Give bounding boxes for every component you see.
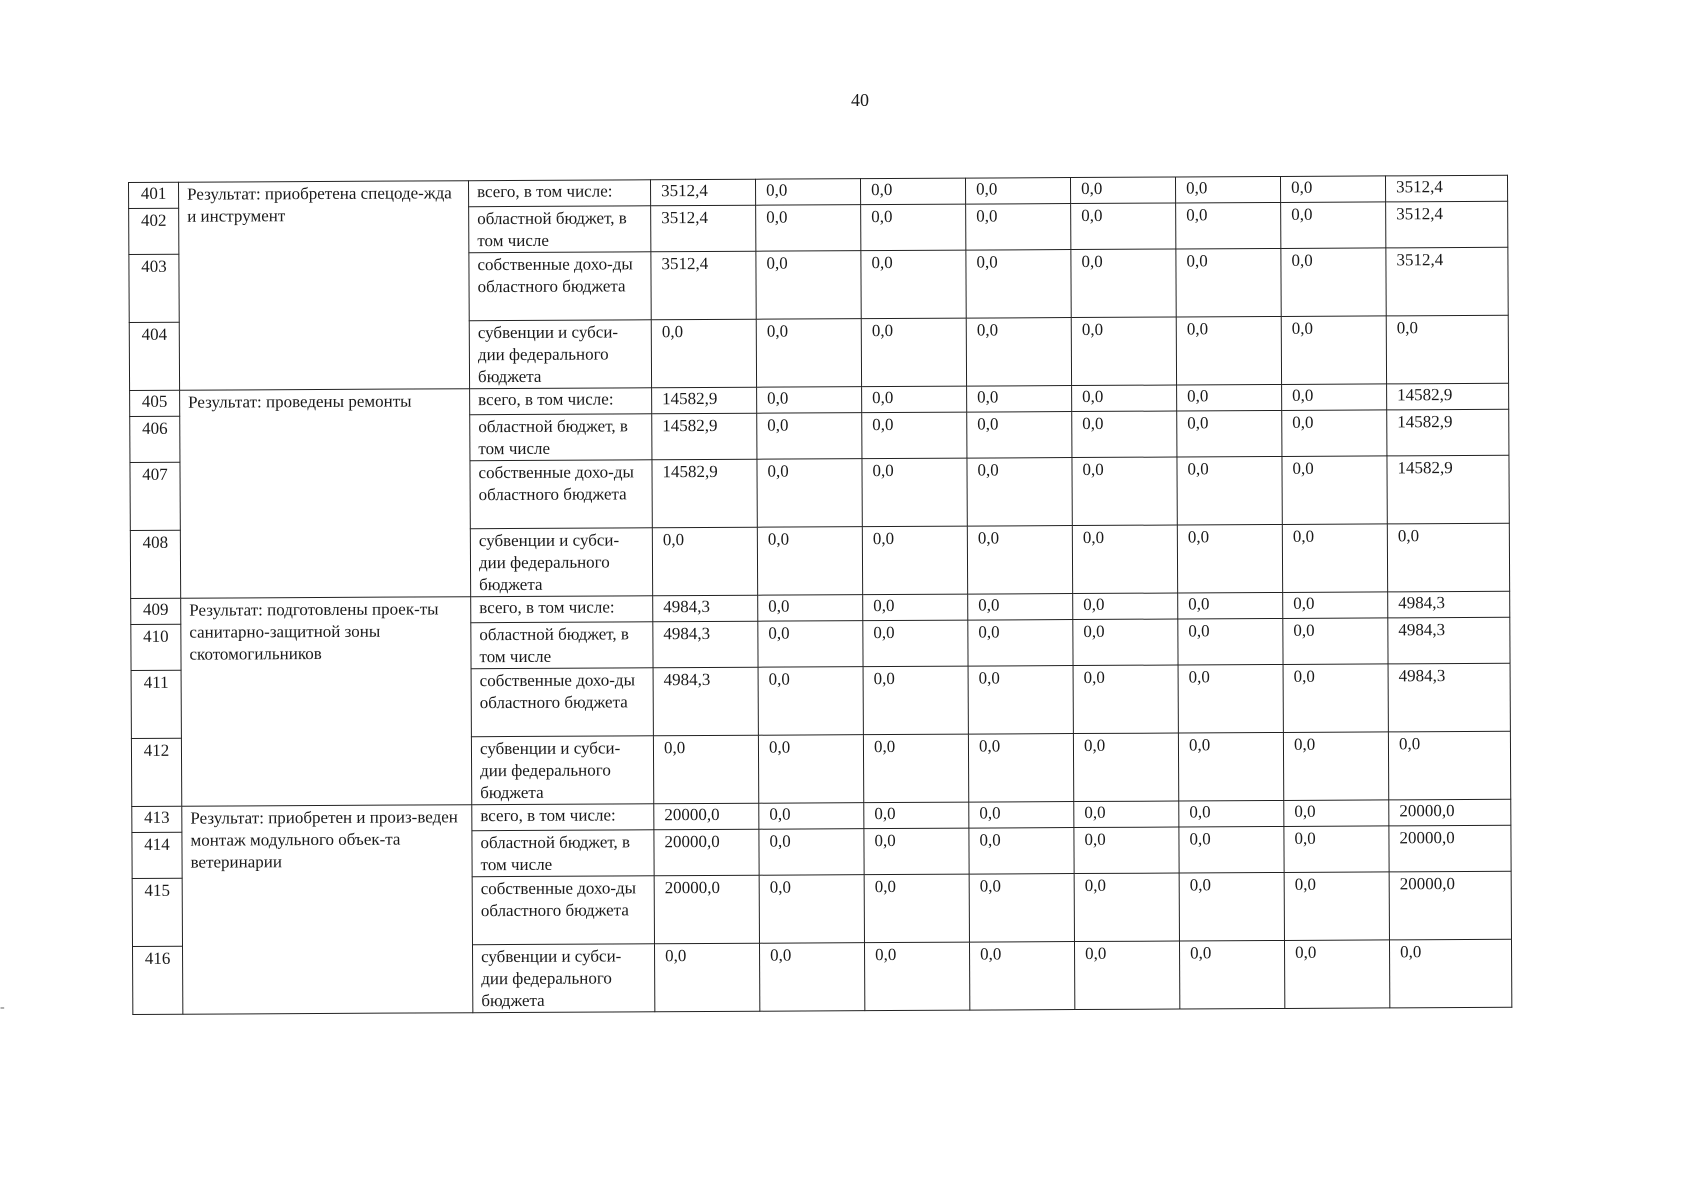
amount-cell: 0,0	[968, 620, 1073, 667]
funding-source: субвенции и субси-дии федерального бюджета	[470, 528, 652, 597]
amount-cell: 0,0	[1283, 664, 1388, 733]
amount-cell: 4984,3	[1388, 617, 1510, 664]
amount-cell: 0,0	[651, 319, 756, 388]
amount-cell: 0,0	[1176, 248, 1281, 317]
funding-source: областной бюджет, в том числе	[470, 414, 652, 461]
amount-cell: 0,0	[1284, 940, 1389, 1009]
amount-cell: 0,0	[1176, 316, 1281, 385]
amount-cell: 0,0	[969, 802, 1074, 829]
row-number: 409	[131, 598, 181, 624]
budget-table	[128, 175, 1512, 1015]
result-description: Результат: приобретена спецоде-жда и инструмент	[179, 181, 470, 391]
amount-cell: 14582,9	[1387, 409, 1509, 456]
amount-cell: 0,0	[1177, 456, 1282, 525]
row-number: 414	[132, 832, 182, 878]
amount-cell: 0,0	[968, 734, 1073, 803]
amount-cell: 0,0	[758, 621, 863, 668]
amount-cell: 0,0	[1388, 731, 1510, 800]
row-number: 407	[130, 462, 180, 530]
funding-source: собственные дохо-ды областного бюджета	[469, 252, 651, 321]
amount-cell: 20000,0	[1389, 871, 1511, 940]
amount-cell: 3512,4	[1385, 175, 1507, 202]
amount-cell: 0,0	[1070, 177, 1175, 204]
amount-cell: 0,0	[1282, 456, 1387, 525]
amount-cell: 0,0	[1284, 872, 1389, 941]
amount-cell: 0,0	[1282, 524, 1387, 593]
amount-cell: 0,0	[1387, 523, 1509, 592]
amount-cell: 0,0	[969, 828, 1074, 875]
amount-cell: 0,0	[1280, 176, 1385, 203]
amount-cell: 0,0	[1179, 800, 1284, 827]
row-number: 405	[130, 390, 180, 416]
amount-cell: 0,0	[861, 250, 966, 319]
amount-cell: 0,0	[967, 412, 1072, 459]
result-description: Результат: проведены ремонты	[180, 389, 471, 599]
row-number: 403	[129, 254, 179, 322]
amount-cell: 0,0	[969, 874, 1074, 943]
amount-cell: 0,0	[1072, 457, 1177, 526]
funding-source: собственные дохо-ды областного бюджета	[472, 876, 654, 945]
row-number: 408	[130, 530, 180, 598]
amount-cell: 3512,4	[651, 205, 756, 252]
amount-cell: 0,0	[755, 179, 860, 206]
amount-cell: 0,0	[1073, 619, 1178, 666]
row-number: 402	[129, 208, 179, 254]
amount-cell: 0,0	[1178, 732, 1283, 801]
amount-cell: 0,0	[1178, 664, 1283, 733]
amount-cell: 0,0	[1071, 203, 1176, 250]
amount-cell: 0,0	[862, 526, 967, 595]
amount-cell: 0,0	[862, 412, 967, 459]
amount-cell: 0,0	[1073, 733, 1178, 802]
amount-cell: 0,0	[1074, 941, 1179, 1010]
amount-cell: 14582,9	[652, 387, 757, 414]
amount-cell: 0,0	[1074, 827, 1179, 874]
funding-source: областной бюджет, в том числе	[469, 206, 651, 253]
funding-source: субвенции и субси-дии федерального бюджета	[471, 736, 653, 805]
funding-source: всего, в том числе:	[468, 180, 650, 207]
amount-cell: 0,0	[967, 526, 1072, 595]
amount-cell: 0,0	[968, 666, 1073, 735]
amount-cell: 0,0	[965, 178, 1070, 205]
amount-cell: 0,0	[1072, 525, 1177, 594]
scan-mark: -	[0, 1000, 5, 1015]
amount-cell: 0,0	[757, 527, 862, 596]
amount-cell: 0,0	[1281, 202, 1386, 249]
amount-cell: 20000,0	[1389, 825, 1511, 872]
amount-cell: 0,0	[1389, 939, 1511, 1008]
amount-cell: 0,0	[758, 735, 863, 804]
amount-cell: 14582,9	[652, 459, 757, 528]
amount-cell: 0,0	[756, 319, 861, 388]
funding-source: всего, в том числе:	[471, 596, 653, 623]
amount-cell: 0,0	[757, 387, 862, 414]
row-number: 412	[131, 738, 181, 806]
amount-cell: 14582,9	[1387, 383, 1509, 410]
amount-cell: 0,0	[861, 204, 966, 251]
amount-cell: 0,0	[1281, 316, 1386, 385]
amount-cell: 4984,3	[653, 595, 758, 622]
amount-cell: 0,0	[1179, 826, 1284, 873]
amount-cell: 0,0	[861, 318, 966, 387]
amount-cell: 0,0	[969, 942, 1074, 1011]
amount-cell: 4984,3	[1388, 663, 1510, 732]
row-number: 415	[132, 878, 182, 946]
amount-cell: 0,0	[1073, 593, 1178, 620]
row-number: 416	[133, 946, 183, 1014]
amount-cell: 14582,9	[652, 413, 757, 460]
amount-cell: 0,0	[757, 413, 862, 460]
amount-cell: 0,0	[1177, 524, 1282, 593]
amount-cell: 0,0	[864, 942, 969, 1011]
row-number: 404	[129, 322, 179, 390]
funding-source: областной бюджет, в том числе	[472, 830, 654, 877]
amount-cell: 0,0	[1071, 317, 1176, 386]
amount-cell: 0,0	[759, 943, 864, 1012]
amount-cell: 0,0	[862, 458, 967, 527]
amount-cell: 0,0	[1386, 315, 1508, 384]
amount-cell: 0,0	[966, 318, 1071, 387]
amount-cell: 0,0	[860, 178, 965, 205]
amount-cell: 0,0	[758, 667, 863, 736]
amount-cell: 0,0	[756, 205, 861, 252]
amount-cell: 0,0	[1073, 665, 1178, 734]
amount-cell: 0,0	[759, 829, 864, 876]
amount-cell: 20000,0	[654, 803, 759, 830]
amount-cell: 0,0	[756, 251, 861, 320]
row-number: 410	[131, 624, 181, 670]
amount-cell: 0,0	[863, 666, 968, 735]
amount-cell: 14582,9	[1387, 455, 1509, 524]
amount-cell: 0,0	[654, 943, 759, 1012]
amount-cell: 0,0	[1071, 249, 1176, 318]
amount-cell: 0,0	[864, 802, 969, 829]
amount-cell: 0,0	[759, 875, 864, 944]
amount-cell: 0,0	[1176, 202, 1281, 249]
amount-cell: 20000,0	[1389, 799, 1511, 826]
amount-cell: 0,0	[864, 828, 969, 875]
amount-cell: 0,0	[1074, 873, 1179, 942]
amount-cell: 0,0	[1179, 872, 1284, 941]
amount-cell: 20000,0	[654, 829, 759, 876]
row-number: 413	[132, 806, 182, 832]
amount-cell: 4984,3	[653, 621, 758, 668]
funding-source: всего, в том числе:	[470, 388, 652, 415]
amount-cell: 0,0	[1072, 385, 1177, 412]
amount-cell: 0,0	[1177, 384, 1282, 411]
amount-cell: 0,0	[966, 250, 1071, 319]
amount-cell: 0,0	[1283, 618, 1388, 665]
amount-cell: 0,0	[1074, 801, 1179, 828]
amount-cell: 3512,4	[1386, 201, 1508, 248]
funding-source: собственные дохо-ды областного бюджета	[470, 460, 652, 529]
amount-cell: 0,0	[1284, 800, 1389, 827]
amount-cell: 3512,4	[651, 251, 756, 320]
amount-cell: 0,0	[1072, 411, 1177, 458]
amount-cell: 0,0	[864, 874, 969, 943]
amount-cell: 0,0	[1175, 176, 1280, 203]
funding-source: областной бюджет, в том числе	[471, 622, 653, 669]
amount-cell: 0,0	[863, 620, 968, 667]
funding-source: субвенции и субси-дии федерального бюджета	[472, 944, 654, 1013]
amount-cell: 3512,4	[1386, 247, 1508, 316]
result-description: Результат: приобретен и произ-веден монтаж модульного объек-та ветеринарии	[182, 805, 473, 1015]
amount-cell: 4984,3	[1388, 591, 1510, 618]
funding-source: собственные дохо-ды областного бюджета	[471, 668, 653, 737]
amount-cell: 0,0	[1178, 618, 1283, 665]
amount-cell: 0,0	[1281, 248, 1386, 317]
amount-cell: 0,0	[966, 204, 1071, 251]
amount-cell: 0,0	[967, 386, 1072, 413]
amount-cell: 0,0	[863, 594, 968, 621]
amount-cell: 0,0	[1282, 410, 1387, 457]
amount-cell: 0,0	[759, 803, 864, 830]
amount-cell: 0,0	[1283, 592, 1388, 619]
amount-cell: 0,0	[1284, 826, 1389, 873]
amount-cell: 4984,3	[653, 667, 758, 736]
amount-cell: 0,0	[758, 595, 863, 622]
amount-cell: 3512,4	[650, 179, 755, 206]
amount-cell: 0,0	[1282, 384, 1387, 411]
page-number: 40	[851, 90, 869, 110]
funding-source: всего, в том числе:	[472, 804, 654, 831]
amount-cell: 0,0	[757, 459, 862, 528]
amount-cell: 0,0	[1178, 592, 1283, 619]
amount-cell: 0,0	[1283, 732, 1388, 801]
amount-cell: 0,0	[653, 735, 758, 804]
amount-cell: 0,0	[1177, 410, 1282, 457]
amount-cell: 0,0	[968, 594, 1073, 621]
amount-cell: 0,0	[1179, 940, 1284, 1009]
row-number: 401	[129, 182, 179, 208]
amount-cell: 0,0	[652, 527, 757, 596]
funding-source: субвенции и субси-дии федерального бюджета	[469, 320, 651, 389]
amount-cell: 0,0	[863, 734, 968, 803]
amount-cell: 20000,0	[654, 875, 759, 944]
row-number: 406	[130, 416, 180, 462]
table-body	[129, 175, 1512, 1014]
row-number: 411	[131, 670, 181, 738]
amount-cell: 0,0	[967, 458, 1072, 527]
amount-cell: 0,0	[862, 386, 967, 413]
result-description: Результат: подготовлены проек-ты санитарно-защитной зоны скотомогильников	[181, 597, 472, 807]
